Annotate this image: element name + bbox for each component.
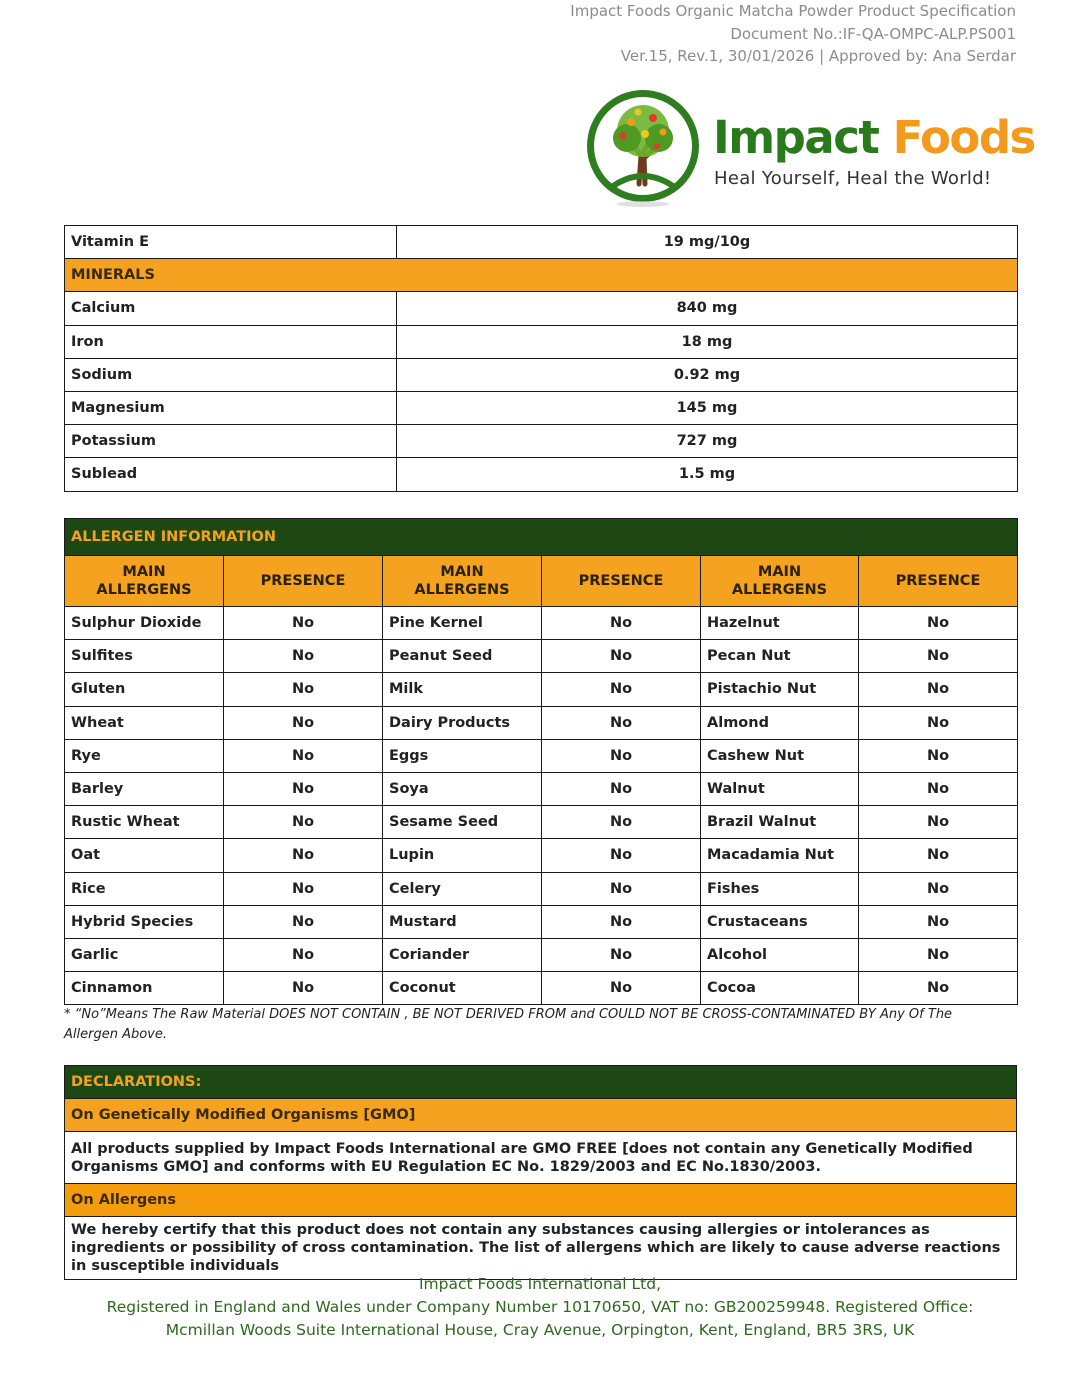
document-header [570, 0, 1016, 68]
mineral-label: Calcium [65, 292, 397, 325]
allergen-name: Eggs [383, 739, 542, 772]
allergen-name: Gluten [65, 673, 224, 706]
spec-title: Impact Foods Organic Matcha Powder Product Specification [570, 2, 1016, 20]
allergen-presence: No [859, 806, 1018, 839]
allergen-presence: No [224, 607, 383, 640]
table-row [65, 226, 1018, 259]
allergen-presence: No [542, 872, 701, 905]
allergen-presence: No [224, 905, 383, 938]
allergen-name: Hazelnut [701, 607, 859, 640]
version-approval: Ver.15, Rev.1, 30/01/2026 | Approved by: Ana Serdar [620, 47, 1016, 65]
allergen-name: Crustaceans [701, 905, 859, 938]
allergen-rows [65, 607, 1018, 1005]
mineral-label: Magnesium [65, 391, 397, 424]
table-row [65, 839, 1018, 872]
col-main-allergens: MAIN ALLERGENS [383, 556, 542, 607]
mineral-label: Iron [65, 325, 397, 358]
allergen-name: Pistachio Nut [701, 673, 859, 706]
allergen-presence: No [224, 640, 383, 673]
allergen-presence: No [859, 706, 1018, 739]
declarations-heading: DECLARATIONS: [65, 1066, 1017, 1099]
allergen-table [64, 518, 1018, 1005]
allergen-name: Cashew Nut [701, 739, 859, 772]
allergen-presence: No [542, 607, 701, 640]
allergen-decl-heading-row [65, 1184, 1017, 1217]
allergen-presence: No [542, 706, 701, 739]
gmo-heading-row [65, 1099, 1017, 1132]
allergen-name: Coriander [383, 938, 542, 971]
allergen-name: Almond [701, 706, 859, 739]
allergen-name: Rice [65, 872, 224, 905]
allergen-name: Dairy Products [383, 706, 542, 739]
allergen-presence: No [224, 839, 383, 872]
allergen-name: Mustard [383, 905, 542, 938]
allergen-name: Lupin [383, 839, 542, 872]
table-row [65, 772, 1018, 805]
col-presence: PRESENCE [224, 556, 383, 607]
table-row [65, 607, 1018, 640]
table-row [65, 938, 1018, 971]
company-logo [583, 86, 1035, 210]
nutrient-value: 19 mg/10g [397, 226, 1018, 259]
allergen-name: Brazil Walnut [701, 806, 859, 839]
allergen-presence: No [224, 772, 383, 805]
mineral-label: Potassium [65, 425, 397, 458]
table-row [65, 673, 1018, 706]
col-presence: PRESENCE [542, 556, 701, 607]
mineral-value: 727 mg [397, 425, 1018, 458]
allergen-presence: No [542, 673, 701, 706]
allergen-decl-heading: On Allergens [65, 1184, 1017, 1217]
allergen-presence: No [542, 640, 701, 673]
minerals-heading: MINERALS [65, 259, 1018, 292]
allergen-name: Macadamia Nut [701, 839, 859, 872]
col-presence: PRESENCE [859, 556, 1018, 607]
col-main-allergens: MAIN ALLERGENS [65, 556, 224, 607]
gmo-heading: On Genetically Modified Organisms [GMO] [65, 1099, 1017, 1132]
allergen-name: Sesame Seed [383, 806, 542, 839]
allergen-presence: No [859, 872, 1018, 905]
table-row [65, 425, 1018, 458]
allergen-name: Sulphur Dioxide [65, 607, 224, 640]
allergen-name: Cocoa [701, 972, 859, 1005]
allergen-name: Walnut [701, 772, 859, 805]
table-row [65, 739, 1018, 772]
gmo-text-row [65, 1132, 1017, 1184]
allergen-presence: No [542, 839, 701, 872]
mineral-value: 1.5 mg [397, 458, 1018, 491]
nutrient-label: Vitamin E [65, 226, 397, 259]
table-row [65, 292, 1018, 325]
allergen-name: Rye [65, 739, 224, 772]
allergen-name: Garlic [65, 938, 224, 971]
table-row [65, 972, 1018, 1005]
allergen-presence: No [859, 739, 1018, 772]
page-footer [0, 1273, 1080, 1341]
brand-tagline: Heal Yourself, Heal the World! [714, 168, 992, 189]
allergen-decl-text: We hereby certify that this product does not contain any substances causing allergies or intolerances as ingredients or possibility of cross contamination. The list of allergens which are likely to cause adverse reactions in susceptible individuals [65, 1217, 1017, 1280]
allergen-column-headers [65, 556, 1018, 607]
col-main-allergens: MAIN ALLERGENS [701, 556, 859, 607]
allergen-name: Coconut [383, 972, 542, 1005]
allergen-name: Rustic Wheat [65, 806, 224, 839]
allergen-decl-text-row [65, 1217, 1017, 1280]
table-row [65, 358, 1018, 391]
allergen-name: Milk [383, 673, 542, 706]
allergen-presence: No [542, 772, 701, 805]
table-row [65, 806, 1018, 839]
allergen-name: Barley [65, 772, 224, 805]
minerals-heading-row [65, 259, 1018, 292]
allergen-presence: No [542, 905, 701, 938]
allergen-name: Wheat [65, 706, 224, 739]
allergen-name: Fishes [701, 872, 859, 905]
document-number: Document No.:IF-QA-OMPC-ALP.PS001 [730, 24, 1016, 43]
allergen-name: Cinnamon [65, 972, 224, 1005]
table-row [65, 872, 1018, 905]
allergen-name: Pecan Nut [701, 640, 859, 673]
table-row [65, 458, 1018, 491]
registration-info: Registered in England and Wales under Company Number 10170650, VAT no: GB200259948. Registered Office: [106, 1297, 974, 1316]
brand-name-part1: Impact [713, 111, 879, 164]
registered-address: Mcmillan Woods Suite International House, Cray Avenue, Orpington, Kent, England, BR5 3RS, UK [165, 1320, 915, 1339]
allergen-presence: No [224, 938, 383, 971]
allergen-presence: No [224, 706, 383, 739]
allergen-presence: No [542, 806, 701, 839]
tree-emblem-icon [583, 86, 705, 210]
brand-name-part2: Foods [892, 111, 1035, 164]
allergen-name: Soya [383, 772, 542, 805]
allergen-presence: No [224, 872, 383, 905]
allergen-presence: No [542, 938, 701, 971]
table-row [65, 706, 1018, 739]
allergen-presence: No [542, 972, 701, 1005]
declarations-table [64, 1065, 1017, 1280]
allergen-presence: No [859, 905, 1018, 938]
gmo-text: All products supplied by Impact Foods International are GMO FREE [does not contain any Genetically Modified Organisms GMO] and conforms with EU Regulation EC No. 1829/2003 and EC No.1830/2003. [65, 1132, 1017, 1184]
mineral-value: 840 mg [397, 292, 1018, 325]
allergen-name: Alcohol [701, 938, 859, 971]
declarations-heading-row [65, 1066, 1017, 1099]
allergen-footnote: * “No”Means The Raw Material DOES NOT CONTAIN , BE NOT DERIVED FROM and COULD NOT BE CROSS-CONTAMINATED BY Any Of The Allergen Above. [64, 1007, 953, 1042]
allergen-presence: No [859, 938, 1018, 971]
allergen-name: Celery [383, 872, 542, 905]
allergen-presence: No [224, 972, 383, 1005]
allergen-name: Oat [65, 839, 224, 872]
allergen-presence: No [859, 607, 1018, 640]
allergen-presence: No [859, 640, 1018, 673]
mineral-label: Sublead [65, 458, 397, 491]
allergen-heading: ALLERGEN INFORMATION [65, 519, 1018, 556]
mineral-value: 0.92 mg [397, 358, 1018, 391]
allergen-presence: No [859, 772, 1018, 805]
allergen-presence: No [859, 839, 1018, 872]
nutrition-table [64, 225, 1018, 492]
allergen-presence: No [224, 673, 383, 706]
allergen-name: Peanut Seed [383, 640, 542, 673]
table-row [65, 391, 1018, 424]
brand-name [713, 110, 1035, 166]
allergen-presence: No [859, 673, 1018, 706]
table-row [65, 325, 1018, 358]
allergen-name: Pine Kernel [383, 607, 542, 640]
allergen-presence: No [224, 739, 383, 772]
allergen-heading-row [65, 519, 1018, 556]
mineral-value: 145 mg [397, 391, 1018, 424]
table-row [65, 640, 1018, 673]
mineral-label: Sodium [65, 358, 397, 391]
allergen-name: Hybrid Species [65, 905, 224, 938]
allergen-presence: No [224, 806, 383, 839]
allergen-presence: No [859, 972, 1018, 1005]
table-row [65, 905, 1018, 938]
allergen-presence: No [542, 739, 701, 772]
mineral-value: 18 mg [397, 325, 1018, 358]
allergen-name: Sulfites [65, 640, 224, 673]
company-name: Impact Foods International Ltd, [418, 1275, 662, 1293]
